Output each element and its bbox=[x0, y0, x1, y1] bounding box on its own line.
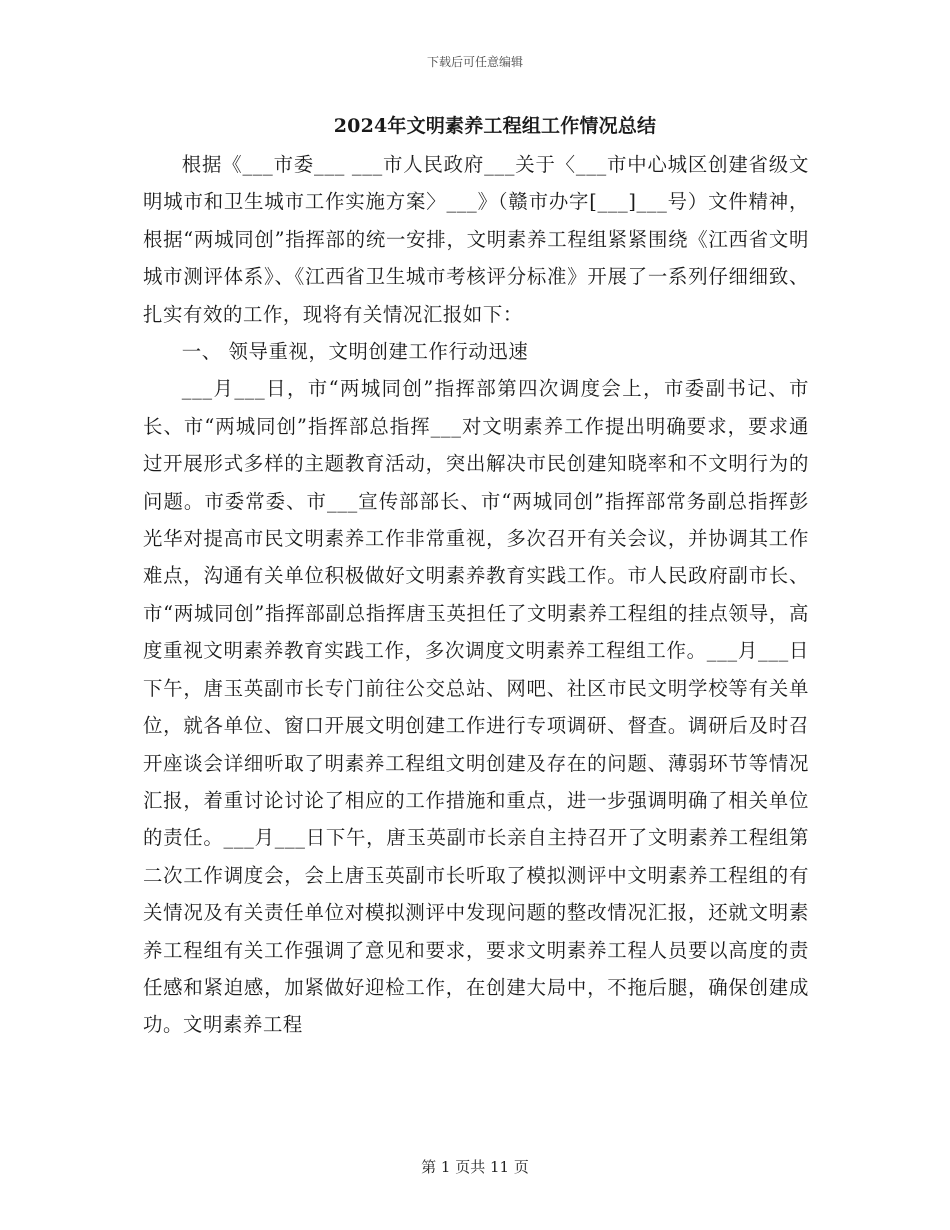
page-number: 第 1 页共 11 页 bbox=[421, 1158, 529, 1176]
section-heading-1: 一、 领导重视，文明创建工作行动迅速 bbox=[181, 340, 529, 364]
header-note: 下载后可任意编辑 bbox=[426, 55, 523, 69]
paragraph-section-1: ___月___日，市“两城同创”指挥部第四次调度会上，市委副书记、市长、市“两城同创”指挥部总指挥___对文明素养工作提出明确要求，要求通过开展形式多样的主题教育活动，突出解决市民创建知晓率和不文明行为的问题。市委常委、市___宣传部部长、市“两城同创”指挥部常务副总指挥彭光华对提高市民文明素养工作非常重视，多次召开有关会议，并协调其工作难点，沟通有关单位积极做好文明素养教育实践工作。市人民政府副市长、市“两城同创”指挥部副总指挥唐玉英担任了文明素养工程组的挂点领导，高度重视文明素养教育实践工作，多次调度文明素养工程组工作。___月___日下午，唐玉英副市长专门前往公交总站、网吧、社区市民文明学校等有关单位，就各单位、窗口开展文明创建工作进行专项调研、督查。调研后及时召开座谈会详细听取了明素养工程组文明创建及存在的问题、薄弱环节等情况汇报，着重讨论讨论了相应的工作措施和重点，进一步强调明确了相关单位的责任。___月___日下午，唐玉英副市长亲自主持召开了文明素养工程组第二次工作调度会，会上唐玉英副市长听取了模拟测评中文明素养工程组的有关情况及有关责任单位对模拟测评中发现问题的整改情况汇报，还就文明素养工程组有关工作强调了意见和要求，要求文明素养工程人员要以高度的责任感和紧迫感，加紧做好迎检工作，在创建大局中，不拖后腿，确保创建成功。文明素养工程 bbox=[143, 377, 809, 1037]
document-body bbox=[143, 146, 809, 1044]
paragraph-intro: 根据《___市委___ ___市人民政府___关于〈___市中心城区创建省级文明城市和卫生城市工作实施方案〉___》（赣市办字[___]___号）文件精神，根据“两城同创”指挥部的统一安排，文明素养工程组紧紧围绕《江西省文明城市测评体系》、《江西省卫生城市考核评分标准》开展了一系列仔细细致、扎实有效的工作，现将有关情况汇报如下： bbox=[143, 153, 809, 326]
document-title: 2024年文明素养工程组工作情况总结 bbox=[333, 115, 657, 137]
